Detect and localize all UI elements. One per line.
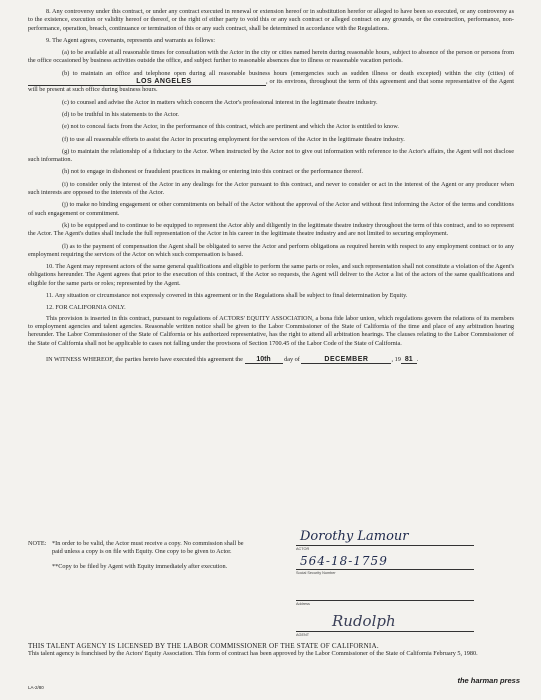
clause-9: 9. The Agent agrees, covenants, represents and warrants as follows: xyxy=(46,36,215,44)
clause-9j: (j) to make no binding engagement or other commitments on behalf of the Actor without the approval of the Actor and without first informing the Actor of the terms and conditions of such engagement or commitment. xyxy=(28,201,514,217)
day-field: 10th xyxy=(245,356,283,364)
address-label: Address xyxy=(296,602,310,606)
witness-year-prefix: , 19 xyxy=(391,355,401,363)
witness-end: . xyxy=(416,355,419,363)
note-item-1: *In order to be valid, the Actor must receive a copy. No commission shall be paid unless a copy is on file with Equity. One copy to be given to Actor. xyxy=(52,540,244,556)
agent-signature-line xyxy=(296,608,474,632)
clause-9i: (i) to consider only the interest of the Actor in any dealings for the Actor pursuant to this contract, and never to consider or act in the interest of the Agent or any producer when such interests are opposed to the interests of the Actor. xyxy=(28,180,514,197)
actor-signature-line xyxy=(296,528,474,546)
city-field: LOS ANGELES xyxy=(28,78,266,86)
clause-9f: (f) to use all reasonable efforts to assist the Actor in procuring employment for the services of the Actor in the legitimate theatre industry. xyxy=(62,135,405,143)
clause-12-heading: 12. FOR CALIFORNIA ONLY. xyxy=(46,304,126,312)
clause-9d: (d) to be truthful in his statements to the Actor. xyxy=(62,110,179,118)
agent-signature: Rudolph xyxy=(332,612,396,630)
clause-8: 8. Any controversy under this contract, or under any contract executed in renewal or extension hereof or in substitution herefor or alleged to have been so executed, or any controversy as to the existence, execution or validity hereof or thereof, or the right of either party to void this or any such contract or alleged contract on any grounds, or the construction, performance, non-performance, operation, breach, continuance or termination of this or any such contract, shall be determined in accordance with the Regulations. xyxy=(28,8,514,32)
clause-9b xyxy=(28,70,514,95)
clause-12: This provision is inserted in this contract, pursuant to regulations of ACTORS' EQUITY ASSOCIATION, a bona fide labor union, which regulations govern the relations of its members to employment agencies and talent agencies. Reasonable written notice shall be given to the Labor Commissioner of the State of California of the time and place of any arbitration hearing hereunder. The Labor Commissioner of the State of California or his authorized representative, has the right to attend all arbitration hearings. The clauses relating to the Labor Commissioner of the State of California shall not be applicable to cases not falling under the provisons of Section 1700.45 of the Labor Code of the State of California. xyxy=(28,314,514,347)
actor-signature-block xyxy=(296,528,474,551)
month-field: DECEMBER xyxy=(301,356,391,364)
address-block xyxy=(296,586,474,606)
clause-11: 11. Any situation or circumstance not expressly covered in this agreement or in the Regulations shall be subject to final determination by Equity. xyxy=(46,292,408,300)
form-id: LA-2/80 xyxy=(28,685,44,690)
witness-day-of: day of xyxy=(284,355,300,363)
ssn-block xyxy=(296,552,474,575)
ssn-label: Social Security Number xyxy=(296,571,336,575)
agent-label: AGENT xyxy=(296,633,310,637)
clause-9a: (a) to be available at all reasonable times for consultation with the Actor in the city or cities named herein during reasonable hours, subject to absence of the person or persons from the office occasioned by business activities outside the office, and subject further to reasonable absences due to illness or reasonable vacation periods. xyxy=(28,49,514,65)
witness-line xyxy=(46,356,514,364)
clause-9l: (l) as to the payment of compensation the Agent shall be obligated to serve the Actor and perform obligations as required herein with respect to any employment contract or to any employment requiring the services of the Actor on which such compensation is based. xyxy=(28,242,514,258)
clause-9h: (h) not to engage in dishonest or fraudulent practices in making or entering into this contract or the performance thereof. xyxy=(62,168,363,176)
clause-9g: (g) to maintain the relationship of a fiduciary to the Actor. When instructed by the Actor not to give out information with reference to the Actor's affairs, the Agent will not disclose such information. xyxy=(28,147,514,164)
contract-clauses xyxy=(28,8,514,364)
ssn-line xyxy=(296,552,474,570)
witness-text: IN WITNESS WHEREOF, the parties hereto have executed this agreement the xyxy=(46,355,243,363)
ssn-value: 564-18-1759 xyxy=(300,554,388,568)
note-item-2: **Copy to be filed by Agent with Equity immediately after execution. xyxy=(52,562,228,570)
clause-9k: (k) to be equipped and to continue to be equipped to represent the Actor ably and diligently in the legitimate theatre industry throughout the term of this contract, and to so represent the Actor. The Agent's duties shall include the full representation of the Actor in his career in the legitimate theatre industry and are not limited to securing employment. xyxy=(28,221,514,238)
note-section xyxy=(28,540,248,571)
actor-signature: Dorothy Lamour xyxy=(300,529,409,544)
printer-logo: the harman press xyxy=(457,676,520,685)
clause-9b-part1: (b) to maintain an office and telephone open during all reasonable business hours (emergencies such as sudden illness or death excepted) within the city (cities) of xyxy=(62,69,514,77)
clause-10: 10. The Agent may represent actors of the same general qualifications and eligible to perform the same parts or roles, and such representation shall not constitute a violation of the Agent's obligations hereunder. The Agent agrees that prior to the execution of this contract, if the Actor so requests, the Agent will deliver to the Actor a list of the actors of the same qualifications and eligible for the same parts or roles; represented by the Agent. xyxy=(28,263,514,287)
address-line xyxy=(296,586,474,601)
year-field: 81 xyxy=(401,356,417,364)
franchise-statement: This talent agency is franchised by the Actors' Equity Association. This form of contract has been approved by the Labor Commissioner of the State of California February 5, 1980. xyxy=(28,650,478,658)
footer xyxy=(28,642,514,659)
license-statement: THIS TALENT AGENCY IS LICENSED BY THE LABOR COMMISSIONER OF THE STATE OF CALIFORNIA. xyxy=(28,642,379,650)
clause-9c: (c) to counsel and advise the Actor in matters which concern the Actor's professional interest in the legitimate theatre industry. xyxy=(62,98,378,106)
agent-signature-block xyxy=(296,608,474,637)
clause-9e: (e) not to conceal facts from the Actor, in the performance of this contract, which are pertinent and which the Actor is entitled to know. xyxy=(62,123,399,131)
clause-9b-part2: , or its environs, throughout the term of this agreement and that some representative of the Agent will be present at such office during business hours. xyxy=(28,78,514,94)
printer-mark xyxy=(440,676,520,685)
actor-label: ACTOR xyxy=(296,547,310,551)
note-label: NOTE: xyxy=(28,540,47,547)
